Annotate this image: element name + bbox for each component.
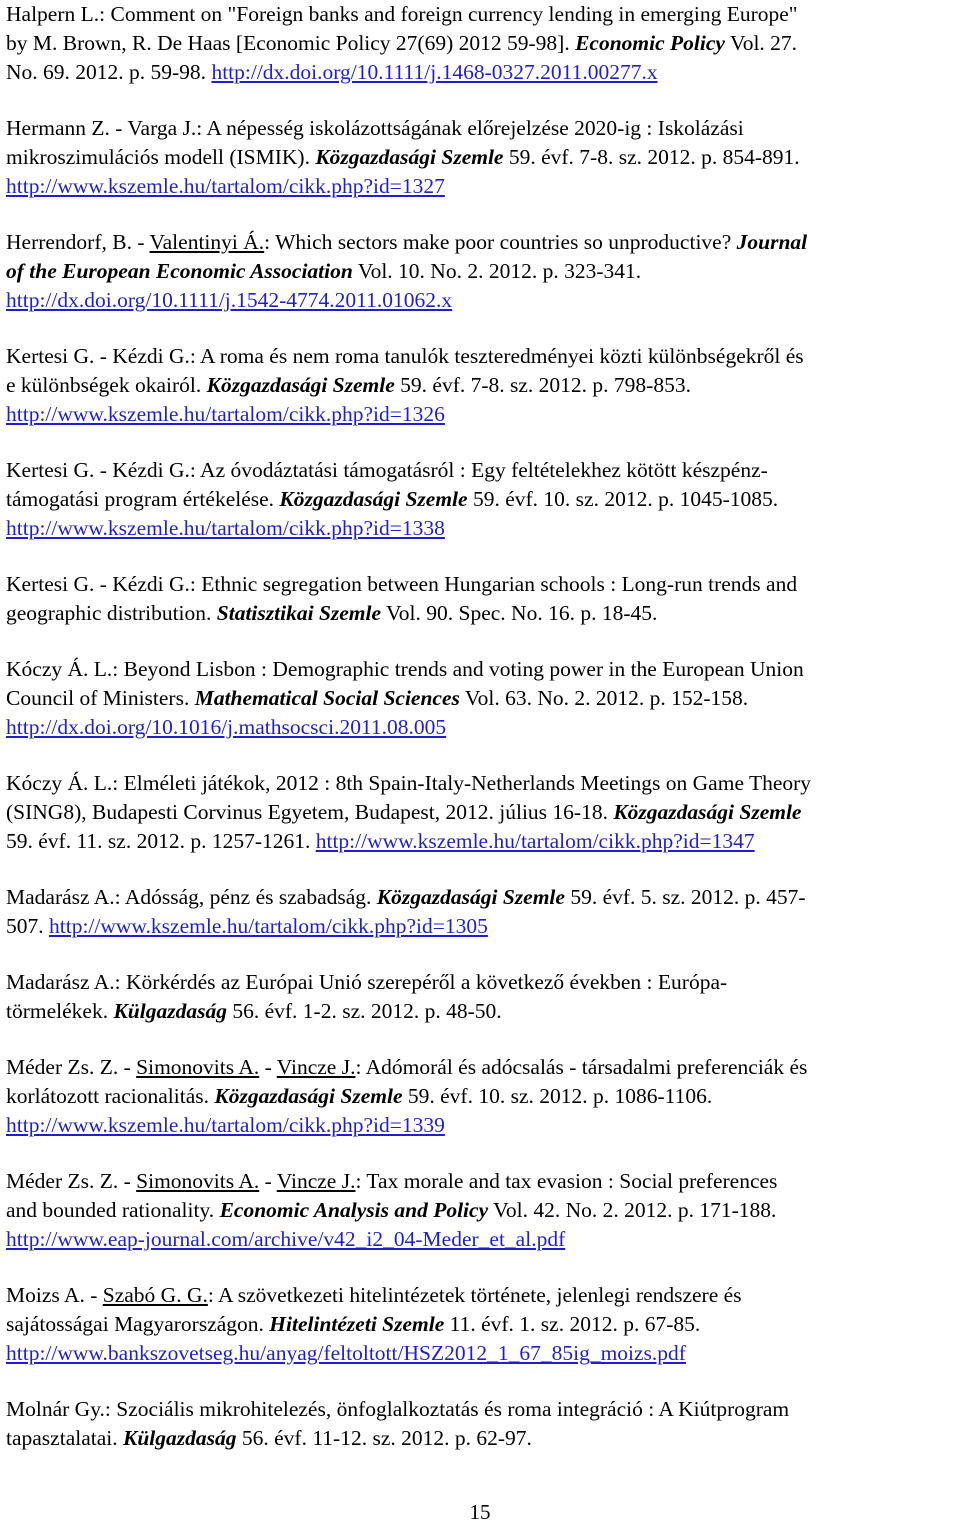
reference-line (6, 570, 960, 599)
reference-line (6, 1167, 960, 1196)
reference-line (6, 143, 960, 172)
reference-line (6, 1225, 960, 1254)
reference-text: 11. évf. 1. sz. 2012. p. 67-85. (444, 1312, 701, 1336)
reference-line (6, 485, 960, 514)
journal-title: Közgazdasági Szemle (613, 800, 802, 824)
reference-link[interactable]: http://www.eap-journal.com/archive/v42_i2_04-Meder_et_al.pdf (6, 1227, 566, 1251)
reference-line (6, 228, 960, 257)
reference-line (6, 827, 960, 856)
reference-text: e különbségek okairól. (6, 373, 207, 397)
reference-text: : Adómorál és adócsalás - társadalmi preferenciák és (355, 1055, 808, 1079)
reference-entry (6, 1281, 960, 1368)
reference-text: 59. évf. 10. sz. 2012. p. 1086-1106. (402, 1084, 713, 1108)
reference-text: (SING8), Budapesti Corvinus Egyetem, Budapest, 2012. július 16-18. (6, 800, 614, 824)
reference-text: - (259, 1169, 277, 1193)
reference-link[interactable]: http://dx.doi.org/10.1111/j.1542-4774.2011.01062.x (6, 288, 453, 312)
reference-entry (6, 883, 960, 941)
reference-entry (6, 342, 960, 429)
reference-text: 59. évf. 11. sz. 2012. p. 1257-1261. (6, 829, 316, 853)
journal-title: Külgazdaság (113, 999, 227, 1023)
reference-text: Kertesi G. - Kézdi G.: Az óvodáztatási támogatásról : Egy feltételekhez kötött készpénz- (6, 458, 768, 482)
reference-text: 56. évf. 11-12. sz. 2012. p. 62-97. (236, 1426, 532, 1450)
reference-line (6, 798, 960, 827)
reference-entry (6, 655, 960, 742)
reference-text: Hermann Z. - Varga J.: A népesség iskolázottságának előrejelzése 2020-ig : Iskolázási (6, 116, 744, 140)
reference-list (6, 0, 960, 1480)
reference-line (6, 400, 960, 429)
reference-line (6, 172, 960, 201)
reference-text: Moizs A. - (6, 1283, 103, 1307)
reference-text: Kertesi G. - Kézdi G.: Ethnic segregation between Hungarian schools : Long-run trends and (6, 572, 798, 596)
journal-title: of the European Economic Association (6, 259, 353, 283)
reference-text: Madarász A.: Körkérdés az Európai Unió szerepéről a következő években : Európa- (6, 970, 728, 994)
reference-line (6, 997, 960, 1026)
reference-text: Molnár Gy.: Szociális mikrohitelezés, önfoglalkoztatás és roma integráció : A Kiútprogram (6, 1397, 790, 1421)
reference-entry (6, 456, 960, 543)
reference-text: - (259, 1055, 277, 1079)
reference-text: No. 69. 2012. p. 59-98. (6, 60, 212, 84)
author-name-underlined: Vincze J. (276, 1169, 356, 1193)
page-number: 15 (469, 1500, 491, 1524)
reference-line (6, 514, 960, 543)
reference-text: Kóczy Á. L.: Elméleti játékok, 2012 : 8th Spain-Italy-Netherlands Meetings on Game Theory (6, 771, 812, 795)
reference-entry (6, 114, 960, 201)
reference-line (6, 655, 960, 684)
author-name-underlined: Vincze J. (276, 1055, 356, 1079)
journal-title: Journal (736, 230, 808, 254)
reference-line (6, 371, 960, 400)
reference-line (6, 1395, 960, 1424)
journal-title: Hitelintézeti Szemle (269, 1312, 445, 1336)
reference-line (6, 684, 960, 713)
reference-text: Kertesi G. - Kézdi G.: A roma és nem roma tanulók teszteredményei közti különbségekről és (6, 344, 804, 368)
reference-text: törmelékek. (6, 999, 114, 1023)
journal-title: Külgazdaság (123, 1426, 237, 1450)
reference-line (6, 114, 960, 143)
reference-line (6, 1281, 960, 1310)
reference-line (6, 1082, 960, 1111)
reference-text: Vol. 63. No. 2. 2012. p. 152-158. (459, 686, 749, 710)
journal-title: Mathematical Social Sciences (194, 686, 460, 710)
journal-title: Economic Policy (575, 31, 725, 55)
reference-line (6, 58, 960, 87)
reference-entry (6, 1395, 960, 1453)
reference-text: by M. Brown, R. De Haas [Economic Policy 27(69) 2012 59-98]. (6, 31, 576, 55)
journal-title: Közgazdasági Szemle (214, 1084, 403, 1108)
reference-link[interactable]: http://dx.doi.org/10.1016/j.mathsocsci.2011.08.005 (6, 715, 447, 739)
reference-line (6, 286, 960, 315)
reference-link[interactable]: http://dx.doi.org/10.1111/j.1468-0327.2011.00277.x (211, 60, 658, 84)
reference-line (6, 456, 960, 485)
reference-line (6, 1111, 960, 1140)
reference-text: támogatási program értékelése. (6, 487, 280, 511)
reference-line (6, 1196, 960, 1225)
reference-line (6, 0, 960, 29)
author-name-underlined: Simonovits A. (136, 1169, 260, 1193)
reference-line (6, 342, 960, 371)
reference-text: Kóczy Á. L.: Beyond Lisbon : Demographic trends and voting power in the European Union (6, 657, 804, 681)
reference-entry (6, 1053, 960, 1140)
reference-line (6, 1053, 960, 1082)
journal-title: Statisztikai Szemle (216, 601, 382, 625)
reference-line (6, 883, 960, 912)
author-name-underlined: Valentinyi Á. (149, 230, 265, 254)
reference-entry (6, 228, 960, 315)
reference-text: 507. (6, 914, 49, 938)
reference-line (6, 912, 960, 941)
reference-text: Herrendorf, B. - (6, 230, 150, 254)
journal-title: Közgazdasági Szemle (279, 487, 468, 511)
reference-text: Council of Ministers. (6, 686, 195, 710)
reference-entry (6, 968, 960, 1026)
reference-line (6, 968, 960, 997)
reference-text: Halpern L.: Comment on "Foreign banks and foreign currency lending in emerging Europe" (6, 2, 798, 26)
reference-text: 59. évf. 7-8. sz. 2012. p. 854-891. (503, 145, 800, 169)
reference-line (6, 1310, 960, 1339)
reference-link[interactable]: http://www.kszemle.hu/tartalom/cikk.php?id=1338 (6, 516, 445, 540)
reference-line (6, 1424, 960, 1453)
reference-text: 59. évf. 10. sz. 2012. p. 1045-1085. (467, 487, 779, 511)
reference-text: mikroszimulációs modell (ISMIK). (6, 145, 316, 169)
reference-link[interactable]: http://www.kszemle.hu/tartalom/cikk.php?id=1347 (315, 829, 755, 853)
reference-text: Méder Zs. Z. - (6, 1055, 137, 1079)
reference-line (6, 599, 960, 628)
journal-title: Közgazdasági Szemle (376, 885, 565, 909)
reference-link[interactable]: http://www.kszemle.hu/tartalom/cikk.php?id=1339 (6, 1113, 445, 1137)
reference-line (6, 769, 960, 798)
reference-entry (6, 1167, 960, 1254)
journal-title: Közgazdasági Szemle (206, 373, 395, 397)
author-name-underlined: Simonovits A. (136, 1055, 260, 1079)
reference-line (6, 257, 960, 286)
reference-text: : A szövetkezeti hitelintézetek története, jelenlegi rendszere és (207, 1283, 742, 1307)
reference-text: : Tax morale and tax evasion : Social preferences (355, 1169, 778, 1193)
reference-line (6, 713, 960, 742)
reference-link[interactable]: http://www.bankszovetseg.hu/anyag/feltoltott/HSZ2012_1_67_85ig_moizs.pdf (6, 1341, 686, 1365)
reference-line (6, 1339, 960, 1368)
reference-text: geographic distribution. (6, 601, 217, 625)
reference-text: Vol. 42. No. 2. 2012. p. 171-188. (488, 1198, 777, 1222)
reference-text: : Which sectors make poor countries so unproductive? (264, 230, 737, 254)
reference-text: tapasztalatai. (6, 1426, 123, 1450)
reference-text: korlátozott racionalitás. (6, 1084, 215, 1108)
journal-title: Közgazdasági Szemle (315, 145, 504, 169)
reference-link[interactable]: http://www.kszemle.hu/tartalom/cikk.php?id=1326 (6, 402, 445, 426)
reference-text: 56. évf. 1-2. sz. 2012. p. 48-50. (226, 999, 502, 1023)
author-name-underlined: Szabó G. G. (102, 1283, 208, 1307)
reference-text: Méder Zs. Z. - (6, 1169, 137, 1193)
reference-link[interactable]: http://www.kszemle.hu/tartalom/cikk.php?id=1305 (49, 914, 488, 938)
reference-text: 59. évf. 7-8. sz. 2012. p. 798-853. (394, 373, 691, 397)
reference-link[interactable]: http://www.kszemle.hu/tartalom/cikk.php?id=1327 (6, 174, 445, 198)
reference-entry (6, 0, 960, 87)
reference-text: Vol. 90. Spec. No. 16. p. 18-45. (381, 601, 658, 625)
reference-text: and bounded rationality. (6, 1198, 220, 1222)
reference-text: sajátosságai Magyarországon. (6, 1312, 270, 1336)
reference-text: Madarász A.: Adósság, pénz és szabadság. (6, 885, 377, 909)
reference-entry (6, 570, 960, 628)
reference-text: 59. évf. 5. sz. 2012. p. 457- (564, 885, 806, 909)
reference-line (6, 29, 960, 58)
reference-entry (6, 769, 960, 856)
reference-text: Vol. 27. (724, 31, 798, 55)
reference-text: Vol. 10. No. 2. 2012. p. 323-341. (352, 259, 642, 283)
journal-title: Economic Analysis and Policy (219, 1198, 489, 1222)
